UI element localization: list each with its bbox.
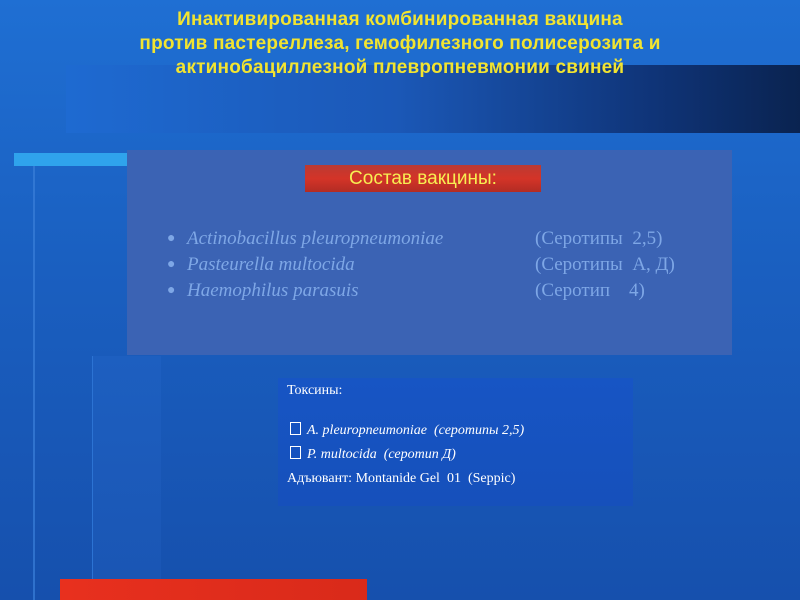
strain-serotype: (Серотип 4): [535, 280, 645, 301]
decorative-accent-bar: [14, 153, 128, 166]
bullet-icon: ●: [167, 257, 176, 272]
toxins-panel: [278, 378, 633, 506]
strain-list: [167, 226, 443, 304]
strain-serotype: (Серотипы А, Д): [535, 254, 675, 275]
checkbox-bullet-icon: [290, 446, 301, 459]
composition-header: Состав вакцины:: [305, 165, 541, 192]
strain-name: Pasteurella multocida: [187, 254, 355, 275]
toxin-label: P. multocida (серотип Д): [307, 447, 456, 462]
strain-item: [167, 252, 443, 278]
decorative-bottom-bar: [60, 579, 367, 600]
toxin-label: A. pleuropneumoniae (серотипы 2,5): [307, 423, 525, 438]
strain-serotype: (Серотипы 2,5): [535, 228, 663, 249]
strain-name: Haemophilus parasuis: [187, 280, 359, 301]
decorative-vertical-line: [33, 166, 35, 600]
toxins-title: Токсины:: [287, 383, 343, 398]
slide-title: Инактивированная комбинированная вакцина против пастереллеза, гемофилезного полисерозита и актинобациллезной плевропневмонии свиней: [139, 9, 661, 78]
strain-item: [167, 226, 443, 252]
adjuvant-text: Адъювант: Montanide Gel 01 (Seppic): [287, 471, 516, 486]
bullet-icon: ●: [167, 283, 176, 298]
decorative-left-panel: [92, 356, 161, 600]
strain-item: [167, 278, 443, 304]
bullet-icon: ●: [167, 231, 176, 246]
serotype-list: [535, 226, 675, 304]
strain-name: Actinobacillus pleuropneumoniae: [187, 228, 444, 249]
